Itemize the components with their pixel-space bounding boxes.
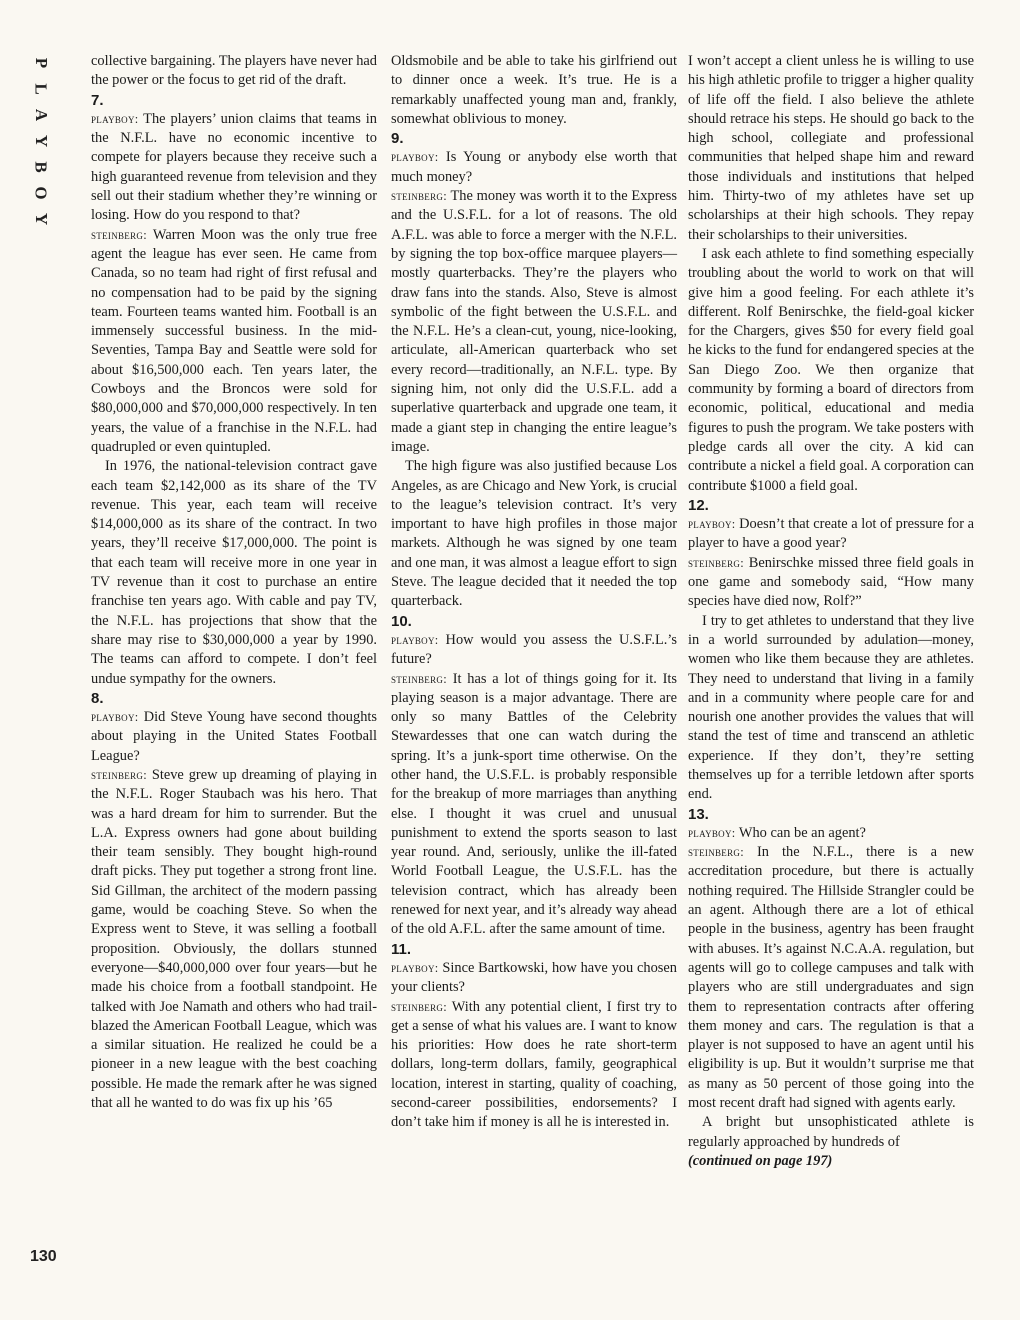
paragraph-text: Benirschke missed three field goals in one game and somebody said, “How many species have died now, Rolf?” [688,554,974,610]
qa-paragraph [391,998,677,1133]
paragraph-text: The money was worth it to the Express and the U.S.F.L. for a lot of reasons. The old A.F.L. was able to force a merger with the N.F.L. by signing the top box-office marquee players—mostly quarterbacks. They’re the players who draw fans into the stands. Also, Steve is almost symbolic of the fight between the U.S.F.L. and the N.F.L. He’s a clean-cut, young, nice-looking, articulate, all-American quarterback who set every record—traditionally, an N.F.L. type. By signing him, not only did the U.S.F.L. add a superlative quarterback and upgrade one team, it made a giant step in changing the entire league’s image. [391,188,677,455]
paragraph-text: Did Steve Young have second thoughts about playing in the United States Football League? [91,709,377,764]
body-paragraph: In 1976, the national-television contract gave each team $2,142,000 as its share of the TV revenue. This year, each team will receive $14,000,000 as its share of the contract. In two years, they’ll receive $17,000,000. The point is that each team will receive more in one year in TV revenue than it cost to purchase an entire franchise ten years ago. With cable and pay TV, the N.F.L. has projections that show that the share may rise to $30,000,000 a year by 1990. The teams can afford to compete. I don’t feel undue sympathy for the owners. [91,458,377,687]
paragraph-text: Is Young or anybody else worth that much money? [391,149,677,185]
body-paragraph: I try to get athletes to understand that they live in a world surrounded by adulation—money, women who like them because they are athletes. They need to understand that living in a family and in a community where people care for and nourish one another provides the values that will stand the test of time and transcend an athletic experience. If they don’t, they’re setting themselves up for a terrible letdown after sports end. [688,612,974,803]
logo-letter: Y [32,134,51,148]
section-number: 10. [391,612,412,630]
body-paragraph: A bright but unsophisticated athlete is regularly approached by hundreds of [688,1114,974,1150]
qa-paragraph [391,631,677,670]
paragraph-text: It has a lot of things going for it. Its playing season is a major advantage. There are only so many Battles of the Celebrity Stewardesses that one can watch during the spring. It’s a junk-sport time otherwise. On the other hand, the U.S.F.L. is probably responsible for the breakup of more marriages than anything else. I thought it was cruel and unusual punishment to extend the sports season to last year round. And, seriously, unlike the ill-fated World Football League, the U.S.F.L. has the television contract, which has already been renewed for next year, and it’s already way ahead of the old A.F.L. after the same amount of time. [391,670,677,938]
section-number: 11. [391,940,412,958]
speaker-label: steinberg: [391,999,447,1014]
speaker-label: playboy: [91,710,139,725]
qa-paragraph [91,110,377,226]
speaker-label: playboy: [391,150,439,165]
speaker-label: steinberg: [391,189,447,204]
body-paragraph: I ask each athlete to find something especially troubling about the world to work on that will give him a good feeling. For each athlete it’s different. Rolf Benirschke, the field-goal kicker for the Chargers, gives $50 for every field goal he kicks to the fund for endangered species at the San Diego Zoo. We then organize that community by forming a board of directors from economic, political, educational and media figures to push the program. We take posters with pledge cards all over the city. A kid can contribute a nickel a field goal. A corporation can contribute $1000 a field goal. [688,245,974,494]
qa-paragraph [91,226,377,458]
paragraph-text: The players’ union claims that teams in the N.F.L. have no economic incentive to compete for players because they receive such a high guaranteed revenue from television and they sell out their stadium whether they’re winning or losing. How do you respond to that? [91,110,377,224]
section-number: 7. [91,91,104,109]
speaker-label: playboy: [91,111,139,126]
qa-paragraph [391,670,677,940]
speaker-label: playboy: [688,517,736,532]
speaker-label: steinberg: [391,671,447,686]
paragraph-text: Warren Moon was the only true free agent the league has ever seen. He came from Canada, so no team had right of first refusal and no compensation had to be paid by the signing team. Fourteen teams wanted him. Football is an immensely successful business. In the mid-Seventies, Tampa Bay and Seattle were sold for about $16,500,000 each. Ten years later, the Cowboys and the Broncos were sold for $80,000,000 and $70,000,000 respectively. In ten years, the value of a franchise in the N.F.L. had quadrupled or even quintupled. [91,226,377,455]
section-number: 12. [688,496,709,514]
speaker-label: steinberg: [688,555,744,570]
qa-paragraph [688,554,974,612]
paragraph-text: In the N.F.L., there is a new accreditation procedure, but there is actually nothing required. The Hillside Strangler could be an agent. Although there are a lot of ethical people in the business, agentry has been fraught with abuses. It’s against N.C.A.A. regulation, but agents will go to college campuses and talk with players who are still undergraduates and sign them to representation contracts after offering them money and cars. The regulation is that a player is not supposed to have an agent until his eligibility is up. But it wouldn’t surprise me that as many as 50 percent of those going into the most recent draft had signed with agents early. [688,844,974,1112]
logo-letter: Y [32,212,51,226]
magazine-side-logo [29,50,53,232]
paragraph-text: With any potential client, I first try to get a sense of what his values are. I want to know his priorities: How does he rate short-term dollars, long-term dollars, family, geographical location, interest in starting, quality of coaching, second-career possibilities, endorsements? I don’t take him if money is all he is interested in. [391,998,677,1131]
section-number: 9. [391,130,404,148]
article-column-1 [91,52,377,1113]
logo-letter: O [31,186,51,200]
qa-paragraph [91,766,377,1113]
qa-paragraph [688,824,974,843]
qa-paragraph [688,843,974,1113]
logo-letter: P [31,57,51,69]
body-paragraph: The high figure was also justified because Los Angeles, as are Chicago and New York, is crucial to the league’s television contract. It’s very important to have high profiles in those major markets. Although he was signed by one team and one man, it was almost a league effort to sign Steve. The league decided that it needed the top quarterback. [391,458,677,610]
paragraph-text: Who can be an agent? [735,824,866,841]
qa-paragraph [391,187,677,457]
paragraph-text: Since Bartkowski, how have you chosen your clients? [391,959,677,996]
qa-paragraph [391,148,677,187]
article-column-2 [391,52,677,1133]
paragraph-text: Steve grew up dreaming of playing in the N.F.L. Roger Staubach was his hero. That was a hard dream for him to surrender. But the L.A. Express owners had gone about building their team sensibly. They bought high-round draft picks. They put together a strong front line. Sid Gillman, the architect of the modern passing game, would be coaching Steve. So when the Express went to Steve, it was selling a football proposition. Obviously, the dollars stunned everyone—$40,000,000 over four years—but he made his choice from a football standpoint. He talked with Joe Namath and others who had trail-blazed the American Football League, which was a similar situation. He realized he could be a pioneer in a new league with the best coaching possible. He made the remark after he was signed that all he wanted to do was fix up his ’65 [91,766,377,1112]
logo-letter: B [32,161,51,173]
speaker-label: playboy: [391,632,439,647]
body-paragraph: I won’t accept a client unless he is willing to use his high athletic profile to trigger a higher quality of life off the field. I also believe the athlete should retrace his steps. He should go back to the high school, collegiate and professional communities that helped shape him and reward those individuals and institutions that helped him. Thirty-two of my athletes have set up scholarships at their high schools. They repay their scholarships to their universities. [688,53,974,243]
speaker-label: playboy: [391,960,439,975]
logo-letter: A [32,108,51,122]
body-paragraph: collective bargaining. The players have never had the power or the focus to get rid of the draft. [91,53,377,89]
speaker-label: steinberg: [688,845,744,860]
page-number: 130 [30,1248,57,1265]
section-number: 8. [91,689,104,707]
speaker-label: steinberg: [91,227,147,242]
section-number: 13. [688,805,709,823]
continued-note: (continued on page 197) [688,1152,833,1169]
speaker-label: playboy: [688,825,736,840]
qa-paragraph [391,959,677,998]
qa-paragraph [91,708,377,766]
qa-paragraph [688,515,974,554]
article-column-3 [688,52,974,1171]
paragraph-text: Doesn’t that create a lot of pressure for a player to have a good year? [688,516,974,552]
body-paragraph: Oldsmobile and be able to take his girlfriend out to dinner once a week. It’s true. He is a remarkably unaffected young man and, frankly, somewhat oblivious to money. [391,53,677,127]
paragraph-text: How would you assess the U.S.F.L.’s future? [391,631,677,668]
logo-letter: L [32,83,51,95]
speaker-label: steinberg: [91,767,147,782]
